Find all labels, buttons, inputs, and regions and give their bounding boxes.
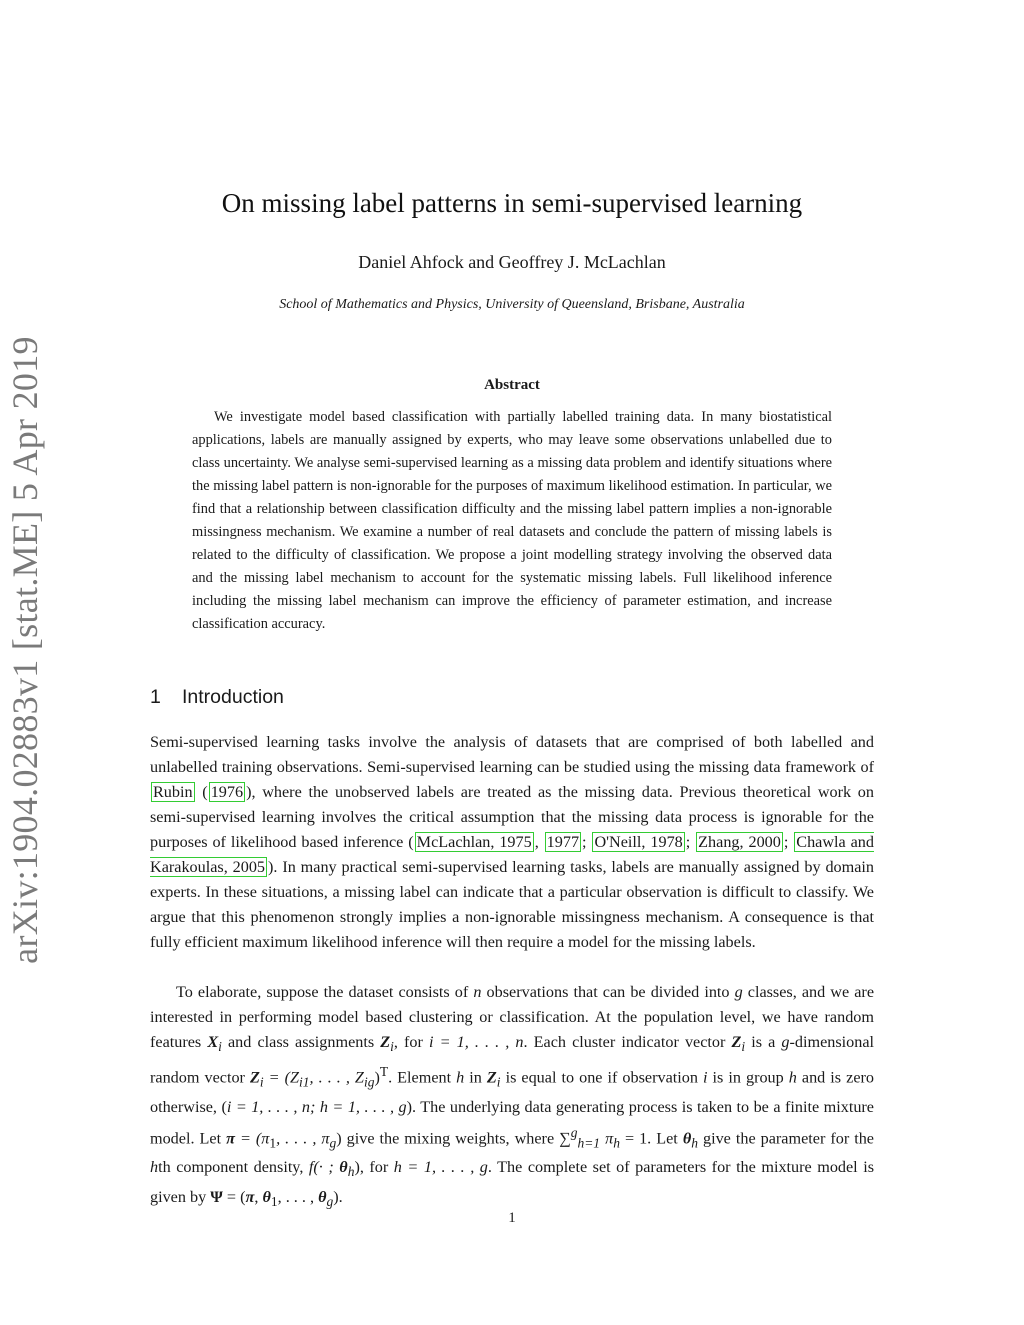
paper-title: On missing label patterns in semi-supervised learning	[221, 188, 803, 218]
citation-link-rubin-year[interactable]: 1976	[210, 783, 244, 801]
paper-authors: Daniel Ahfock and Geoffrey J. McLachlan	[358, 252, 666, 272]
section-number: 1	[150, 686, 161, 708]
citation-link-mclachlan-1977[interactable]: 1977	[546, 833, 580, 851]
citation-link-zhang[interactable]: Zhang, 2000	[698, 833, 781, 851]
intro-paragraph-2: To elaborate, suppose the dataset consists of n observations that can be divided into g classes, and we are interested in performing model based clustering or classification. At the population level, we have random features $X_i$ and class assignments $Z_i$, for i = 1, . . . , n. Each cluster indicator vector $Z_i$ is a g-dimensional random vector $Z_i = (Z_{i1}$, . . . , $Z_{ig})^T$. Element h in $Z_i$ is equal to one if observation i is in group h and is zero otherwise, (i = 1, . . . , n; h = 1, . . . , g). The underlying data generating process is taken to be a finite mixture model. Let $\pi = (\pi_1$, . . . , $\pi_g$) give the mixing weights, where ∑$^g_{h=1}$ $\pi_h = 1$. Let $\theta_h$ give the parameter for the hth component density, f(· ; $\theta_h$), for h = 1, . . . , g. The complete set of parameters for the mixture model is given by Ψ = (π, $\theta_1$, . . . , $\theta_g$).	[150, 983, 875, 1209]
page-number: 1	[508, 1210, 516, 1226]
section-heading	[150, 686, 284, 709]
intro-paragraph-1: Semi-supervised learning tasks involve the analysis of datasets that are comprised of both labelled and unlabelled training observations. Semi-supervised learning can be studied using the missing data framework of Rubin ( 1976 ), where the unobserved labels are treated as the missing data. Previous theoretical work on semi-supervised learning involves the critical assumption that the missing data process is ignorable for the purposes of likelihood based inference ( McLachlan, 1975 , 1977 ; O'Neill, 1978 ; Zhang, 2000 ; Chawla and Karakoulas, 2005 ). In many practical semi-supervised learning tasks, labels are manually assigned by domain experts. In these situations, a missing label can indicate that a particular observation is difficult to classify. We argue that this phenomenon strongly implies a non-ignorable missingness mechanism. A consequence is that fully efficient maximum likelihood inference will then require a model for the missing labels.	[150, 733, 874, 951]
arxiv-side-stamp: arXiv:1904.02883v1 [stat.ME] 5 Apr 2019	[5, 336, 45, 964]
abstract-heading: Abstract	[484, 377, 540, 393]
citation-link-rubin[interactable]: Rubin	[153, 783, 193, 801]
paper-affiliation: School of Mathematics and Physics, University of Queensland, Brisbane, Australia	[279, 297, 745, 312]
abstract-text: We investigate model based classification with partially labelled training data. In many biostatistical applications, labels are manually assigned by experts, who may leave some observations unlabelled due to class uncertainty. We analyse semi-supervised learning as a missing data problem and identify situations where the missing label pattern is non-ignorable for the purposes of maximum likelihood estimation. In particular, we find that a relationship between classification difficulty and the missing label pattern implies a non-ignorable missingness mechanism. We examine a number of real datasets and conclude the pattern of missing labels is related to the difficulty of classification. We propose a joint modelling strategy involving the observed data and the missing label mechanism to account for the systematic missing labels. Full likelihood inference including the missing label mechanism can improve the efficiency of parameter estimation, and increase classification accuracy.	[192, 409, 832, 632]
citation-link-mclachlan-1975[interactable]: McLachlan, 1975	[416, 833, 532, 851]
section-title: Introduction	[182, 686, 284, 708]
citation-link-chawla[interactable]: Chawla and Karakoulas, 2005	[150, 833, 874, 876]
citation-link-oneill[interactable]: O'Neill, 1978	[594, 833, 683, 851]
